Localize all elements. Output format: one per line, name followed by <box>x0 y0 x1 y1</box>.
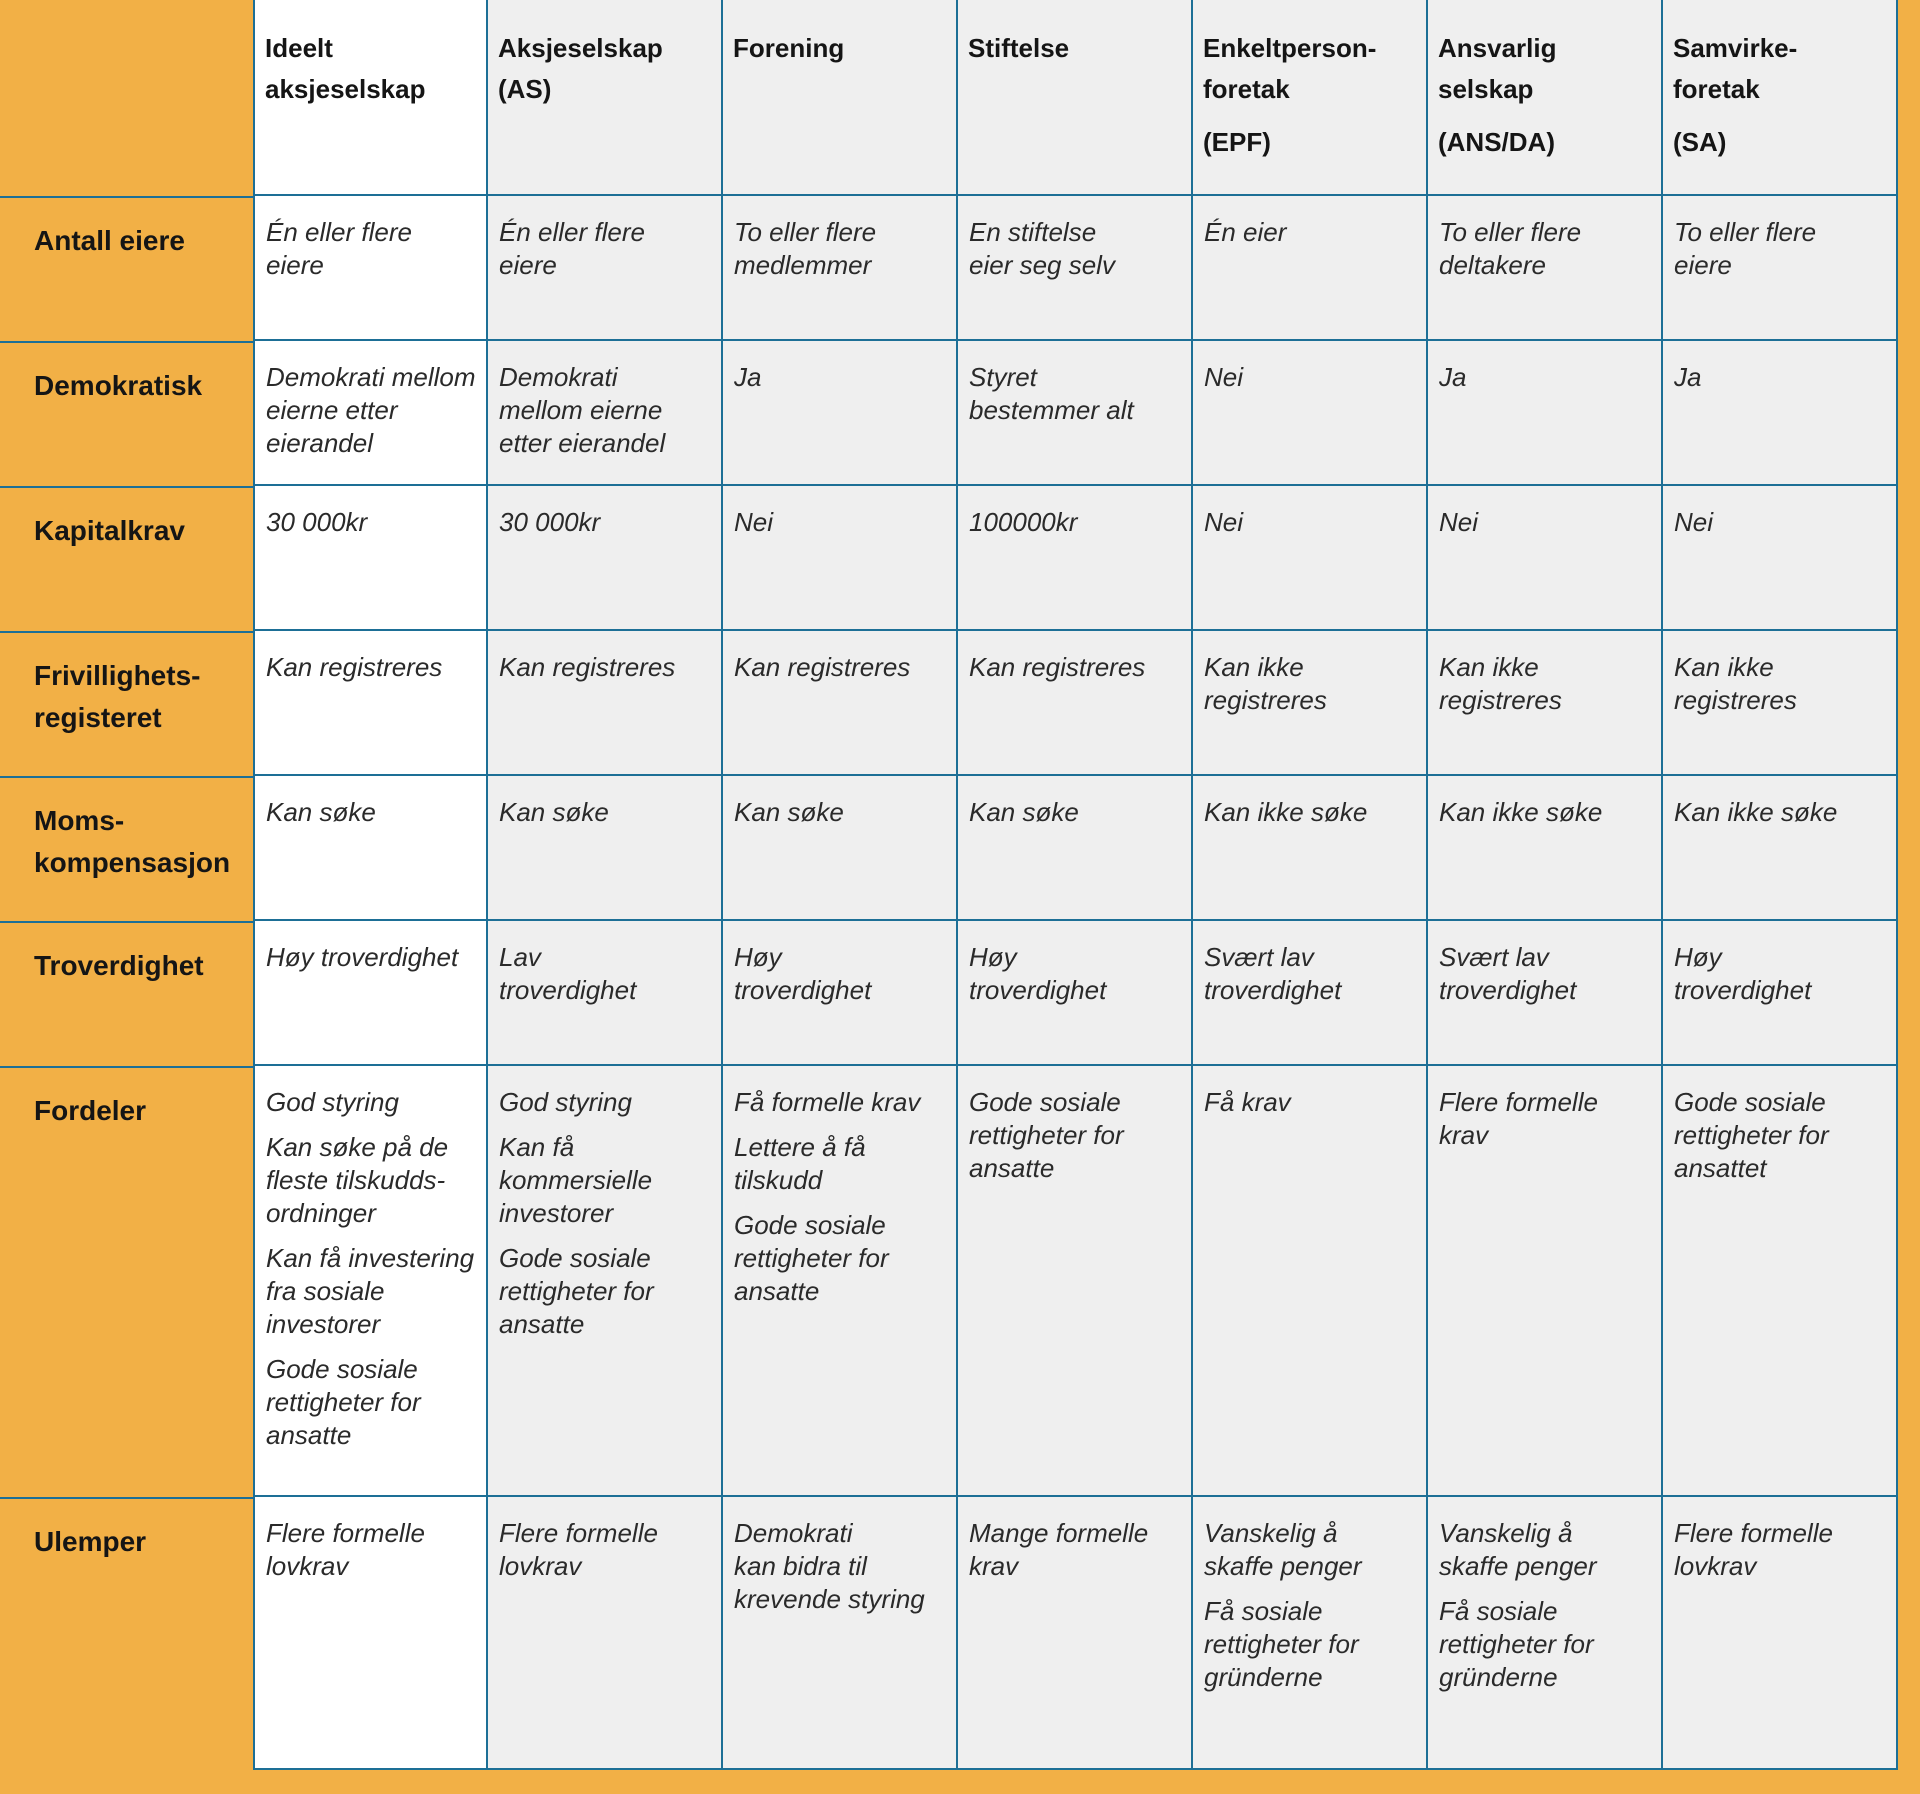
cell-text-line: skaffe penger <box>1439 1551 1597 1581</box>
cell-text-line: rettigheter for <box>1674 1120 1829 1150</box>
cell-momskompensasjon-ansvarlig-selskap <box>1428 776 1663 921</box>
column-header-line: Aksjeselskap <box>498 33 663 63</box>
column-header-aksjeselskap <box>488 0 723 196</box>
cell-demokratisk-aksjeselskap <box>488 341 723 486</box>
cell-text-line: rettigheter for <box>499 1276 654 1306</box>
cell-text-line: registreres <box>1204 685 1327 715</box>
cell-text-line: Styret <box>969 362 1037 392</box>
cell-text-line: rettigheter for <box>266 1387 421 1417</box>
cell-text-line: eierandel <box>266 428 373 458</box>
cell-text-line: Kan ikke <box>1204 652 1304 682</box>
cell-kapitalkrav-aksjeselskap <box>488 486 723 631</box>
cell-momskompensasjon-aksjeselskap <box>488 776 723 921</box>
cell-ulemper-forening <box>723 1497 958 1770</box>
cell-text-line: Gode sosiale <box>499 1243 651 1273</box>
cell-text-line: Gode sosiale <box>734 1210 886 1240</box>
cell-fordeler-forening <box>723 1066 958 1497</box>
cell-ulemper-ideelt-aksjeselskap <box>253 1497 488 1770</box>
cell-fordeler-samvirkeforetak <box>1663 1066 1898 1497</box>
cell-kapitalkrav-enkeltpersonforetak <box>1193 486 1428 631</box>
cell-text-line: Vanskelig å <box>1204 1518 1338 1548</box>
cell-text-line: Få sosiale <box>1439 1596 1558 1626</box>
cell-text-line: Gode sosiale <box>266 1354 418 1384</box>
cell-text-line: ansatte <box>969 1153 1055 1183</box>
cell-text-line: Kan ikke søke <box>1439 797 1603 827</box>
cell-frivillighetsregisteret-ideelt-aksjeselskap <box>253 631 488 776</box>
cell-momskompensasjon-ideelt-aksjeselskap <box>253 776 488 921</box>
cell-fordeler-stiftelse <box>958 1066 1193 1497</box>
cell-text-line: Demokrati mellom <box>266 362 476 392</box>
cell-antall-eiere-samvirkeforetak <box>1663 196 1898 341</box>
row-label-line: Frivillighets- <box>34 660 201 691</box>
cell-frivillighetsregisteret-forening <box>723 631 958 776</box>
row-label-momskompensasjon <box>0 776 253 921</box>
cell-text-line: registreres <box>1674 685 1797 715</box>
cell-text-line: Gode sosiale <box>1674 1087 1826 1117</box>
cell-text-line: registreres <box>1439 685 1562 715</box>
cell-text-line: Nei <box>1204 507 1244 537</box>
cell-frivillighetsregisteret-samvirkeforetak <box>1663 631 1898 776</box>
row-label-line: Antall eiere <box>34 225 185 256</box>
cell-text-line: Få krav <box>1204 1087 1291 1117</box>
cell-frivillighetsregisteret-stiftelse <box>958 631 1193 776</box>
cell-text-line: Kan få <box>499 1132 575 1162</box>
cell-kapitalkrav-ansvarlig-selskap <box>1428 486 1663 631</box>
cell-text-line: kommersielle <box>499 1165 653 1195</box>
cell-text-line: gründerne <box>1204 1662 1323 1692</box>
row-label-demokratisk <box>0 341 253 486</box>
cell-momskompensasjon-forening <box>723 776 958 921</box>
cell-antall-eiere-stiftelse <box>958 196 1193 341</box>
cell-text-line: Demokrati <box>499 362 618 392</box>
row-label-line: Kapitalkrav <box>34 515 185 546</box>
cell-text-line: troverdighet <box>1674 975 1812 1005</box>
cell-demokratisk-stiftelse <box>958 341 1193 486</box>
column-header-line: selskap <box>1438 74 1534 104</box>
cell-text-line: mellom eierne <box>499 395 663 425</box>
cell-troverdighet-forening <box>723 921 958 1066</box>
row-label-fordeler <box>0 1066 253 1497</box>
cell-text-line: troverdighet <box>969 975 1107 1005</box>
cell-text-line: Få formelle krav <box>734 1087 921 1117</box>
cell-text-line: Få sosiale <box>1204 1596 1323 1626</box>
cell-momskompensasjon-samvirkeforetak <box>1663 776 1898 921</box>
cell-text-line: To eller flere <box>1674 217 1817 247</box>
cell-text-line: Kan registreres <box>734 652 911 682</box>
cell-text-line: Kan søke <box>499 797 609 827</box>
cell-text-line: Kan søke på de <box>266 1132 449 1162</box>
cell-text-line: 30 000kr <box>266 507 368 537</box>
column-header-line: Forening <box>733 33 845 63</box>
cell-ulemper-ansvarlig-selskap <box>1428 1497 1663 1770</box>
cell-text-line: eierne etter <box>266 395 398 425</box>
cell-text-line: Nei <box>1674 507 1714 537</box>
row-label-line: kompensasjon <box>34 847 231 878</box>
row-label-line: Ulemper <box>34 1526 147 1557</box>
cell-text-line: deltakere <box>1439 250 1546 280</box>
cell-text-line: Flere formelle <box>1674 1518 1833 1548</box>
cell-text-line: troverdighet <box>734 975 872 1005</box>
cell-troverdighet-stiftelse <box>958 921 1193 1066</box>
row-label-line: Demokratisk <box>34 370 203 401</box>
cell-frivillighetsregisteret-ansvarlig-selskap <box>1428 631 1663 776</box>
cell-text-line: ansatte <box>266 1420 352 1450</box>
cell-text-line: Nei <box>734 507 774 537</box>
cell-fordeler-aksjeselskap <box>488 1066 723 1497</box>
cell-text-line: etter eierandel <box>499 428 666 458</box>
cell-text-line: troverdighet <box>1439 975 1577 1005</box>
cell-text-line: fleste tilskudds- <box>266 1165 446 1195</box>
cell-troverdighet-samvirkeforetak <box>1663 921 1898 1066</box>
cell-text-line: krav <box>969 1551 1019 1581</box>
row-label-line: Moms- <box>34 805 125 836</box>
cell-text-line: krevende styring <box>734 1584 925 1614</box>
cell-text-line: Svært lav <box>1204 942 1314 972</box>
cell-text-line: Ja <box>1674 362 1702 392</box>
cell-text-line: Kan søke <box>266 797 376 827</box>
cell-text-line: bestemmer alt <box>969 395 1134 425</box>
cell-text-line: rettigheter for <box>734 1243 889 1273</box>
cell-antall-eiere-aksjeselskap <box>488 196 723 341</box>
cell-text-line: Nei <box>1204 362 1244 392</box>
cell-text-line: eiere <box>499 250 557 280</box>
cell-text-line: Kan få investering <box>266 1243 475 1273</box>
cell-frivillighetsregisteret-aksjeselskap <box>488 631 723 776</box>
cell-ulemper-enkeltpersonforetak <box>1193 1497 1428 1770</box>
cell-ulemper-stiftelse <box>958 1497 1193 1770</box>
cell-text-line: To eller flere <box>1439 217 1582 247</box>
cell-text-line: En stiftelse <box>969 217 1097 247</box>
cell-momskompensasjon-stiftelse <box>958 776 1193 921</box>
cell-text-line: Mange formelle <box>969 1518 1149 1548</box>
cell-text-line: lovkrav <box>266 1551 349 1581</box>
column-header-line: Samvirke- <box>1673 33 1798 63</box>
cell-demokratisk-forening <box>723 341 958 486</box>
cell-text-line: Kan ikke <box>1439 652 1539 682</box>
cell-demokratisk-ansvarlig-selskap <box>1428 341 1663 486</box>
cell-text-line: God styring <box>499 1087 632 1117</box>
cell-troverdighet-aksjeselskap <box>488 921 723 1066</box>
cell-kapitalkrav-forening <box>723 486 958 631</box>
cell-text-line: skaffe penger <box>1204 1551 1362 1581</box>
column-header-line: (SA) <box>1673 127 1727 157</box>
column-header-stiftelse <box>958 0 1193 196</box>
cell-text-line: Kan registreres <box>266 652 443 682</box>
cell-fordeler-ideelt-aksjeselskap <box>253 1066 488 1497</box>
cell-text-line: Én eller flere <box>266 217 412 247</box>
cell-text-line: Høy <box>969 942 1017 972</box>
cell-text-line: Flere formelle <box>499 1518 658 1548</box>
row-label-ulemper <box>0 1497 253 1770</box>
cell-text-line: Kan ikke søke <box>1674 797 1838 827</box>
cell-demokratisk-ideelt-aksjeselskap <box>253 341 488 486</box>
cell-text-line: Kan søke <box>734 797 844 827</box>
row-label-antall-eiere <box>0 196 253 341</box>
cell-text-line: Kan ikke søke <box>1204 797 1368 827</box>
cell-text-line: rettigheter for <box>969 1120 1124 1150</box>
cell-text-line: investorer <box>499 1198 614 1228</box>
cell-antall-eiere-ansvarlig-selskap <box>1428 196 1663 341</box>
cell-fordeler-enkeltpersonforetak <box>1193 1066 1428 1497</box>
cell-text-line: kan bidra til <box>734 1551 867 1581</box>
table-corner <box>0 0 253 196</box>
row-label-kapitalkrav <box>0 486 253 631</box>
cell-text-line: Nei <box>1439 507 1479 537</box>
cell-text-line: Gode sosiale <box>969 1087 1121 1117</box>
column-header-line: Ideelt <box>265 33 333 63</box>
column-header-forening <box>723 0 958 196</box>
cell-demokratisk-samvirkeforetak <box>1663 341 1898 486</box>
cell-text-line: Lav <box>499 942 541 972</box>
cell-text-line: troverdighet <box>1204 975 1342 1005</box>
row-label-troverdighet <box>0 921 253 1066</box>
cell-kapitalkrav-stiftelse <box>958 486 1193 631</box>
row-label-line: registeret <box>34 702 162 733</box>
cell-demokratisk-enkeltpersonforetak <box>1193 341 1428 486</box>
column-header-line: (ANS/DA) <box>1438 127 1555 157</box>
column-header-enkeltpersonforetak <box>1193 0 1428 196</box>
cell-text-line: lovkrav <box>499 1551 582 1581</box>
cell-text-line: Én eller flere <box>499 217 645 247</box>
row-label-line: Fordeler <box>34 1095 147 1126</box>
cell-text-line: fra sosiale <box>266 1276 385 1306</box>
cell-text-line: ansatte <box>734 1276 820 1306</box>
column-header-line: (AS) <box>498 74 552 104</box>
cell-text-line: Kan registreres <box>969 652 1146 682</box>
column-header-line: Ansvarlig <box>1438 33 1557 63</box>
cell-text-line: To eller flere <box>734 217 877 247</box>
cell-text-line: Flere formelle <box>1439 1087 1598 1117</box>
cell-troverdighet-enkeltpersonforetak <box>1193 921 1428 1066</box>
cell-text-line: investorer <box>266 1309 381 1339</box>
cell-momskompensasjon-enkeltpersonforetak <box>1193 776 1428 921</box>
column-header-samvirkeforetak <box>1663 0 1898 196</box>
cell-text-line: Høy <box>734 942 782 972</box>
cell-antall-eiere-ideelt-aksjeselskap <box>253 196 488 341</box>
cell-text-line: Ja <box>1439 362 1467 392</box>
cell-text-line: God styring <box>266 1087 399 1117</box>
cell-text-line: Ja <box>734 362 762 392</box>
column-header-line: Stiftelse <box>968 33 1070 63</box>
cell-text-line: rettigheter for <box>1204 1629 1359 1659</box>
cell-text-line: Vanskelig å <box>1439 1518 1573 1548</box>
cell-kapitalkrav-ideelt-aksjeselskap <box>253 486 488 631</box>
cell-text-line: Flere formelle <box>266 1518 425 1548</box>
cell-text-line: Høy troverdighet <box>266 942 459 972</box>
cell-text-line: eiere <box>266 250 324 280</box>
cell-text-line: medlemmer <box>734 250 872 280</box>
cell-text-line: krav <box>1439 1120 1489 1150</box>
cell-text-line: eiere <box>1674 250 1732 280</box>
cell-ulemper-aksjeselskap <box>488 1497 723 1770</box>
cell-frivillighetsregisteret-enkeltpersonforetak <box>1193 631 1428 776</box>
cell-text-line: Kan registreres <box>499 652 676 682</box>
cell-text-line: rettigheter for <box>1439 1629 1594 1659</box>
cell-antall-eiere-forening <box>723 196 958 341</box>
cell-antall-eiere-enkeltpersonforetak <box>1193 196 1428 341</box>
cell-ulemper-samvirkeforetak <box>1663 1497 1898 1770</box>
column-header-line: (EPF) <box>1203 127 1271 157</box>
column-header-ansvarlig-selskap <box>1428 0 1663 196</box>
cell-text-line: troverdighet <box>499 975 637 1005</box>
cell-text-line: Svært lav <box>1439 942 1549 972</box>
cell-text-line: Kan ikke <box>1674 652 1774 682</box>
column-header-line: Enkeltperson- <box>1203 33 1377 63</box>
cell-fordeler-ansvarlig-selskap <box>1428 1066 1663 1497</box>
cell-text-line: tilskudd <box>734 1165 823 1195</box>
cell-text-line: Én eier <box>1204 217 1287 247</box>
column-header-ideelt-aksjeselskap <box>253 0 488 196</box>
cell-text-line: ansattet <box>1674 1153 1767 1183</box>
cell-kapitalkrav-samvirkeforetak <box>1663 486 1898 631</box>
cell-text-line: gründerne <box>1439 1662 1558 1692</box>
column-header-line: foretak <box>1203 74 1290 104</box>
cell-text-line: Lettere å få <box>734 1132 866 1162</box>
cell-text-line: Kan søke <box>969 797 1079 827</box>
row-label-frivillighetsregisteret <box>0 631 253 776</box>
column-header-line: foretak <box>1673 74 1760 104</box>
cell-text-line: Demokrati <box>734 1518 853 1548</box>
cell-text-line: 30 000kr <box>499 507 601 537</box>
row-label-line: Troverdighet <box>34 950 204 981</box>
cell-text-line: ordninger <box>266 1198 376 1228</box>
cell-text-line: ansatte <box>499 1309 585 1339</box>
cell-text-line: lovkrav <box>1674 1551 1757 1581</box>
cell-text-line: eier seg selv <box>969 250 1115 280</box>
cell-troverdighet-ansvarlig-selskap <box>1428 921 1663 1066</box>
cell-text-line: Høy <box>1674 942 1722 972</box>
cell-text-line: 100000kr <box>969 507 1078 537</box>
cell-troverdighet-ideelt-aksjeselskap <box>253 921 488 1066</box>
column-header-line: aksjeselskap <box>265 74 426 104</box>
